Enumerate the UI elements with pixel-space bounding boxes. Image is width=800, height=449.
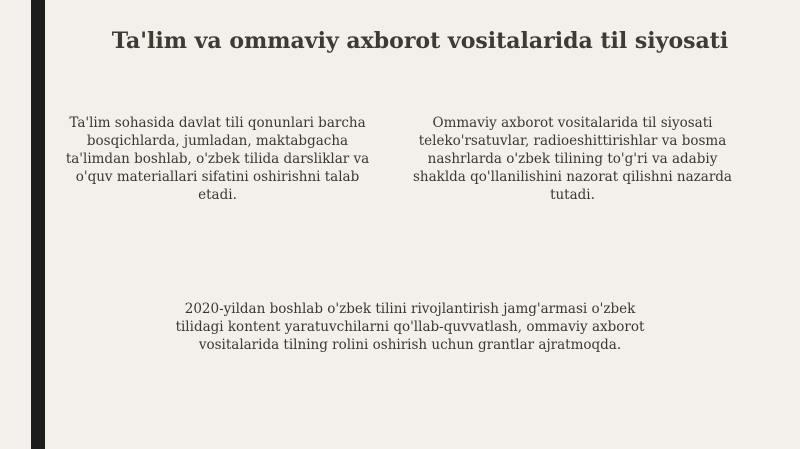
grants-paragraph: 2020-yildan boshlab o'zbek tilini rivojlantirish jamg'armasi o'zbek tilidagi kontent yaratuvchilarni qo'llab-quvvatlash, ommaviy axborot vositalarida tilning rolini oshirish uchun grantlar ajratmoqda. [175,301,645,353]
left-accent-bar [31,0,45,449]
slide-title: Ta'lim va ommaviy axborot vositalarida til siyosati [111,28,729,54]
education-paragraph: Ta'lim sohasida davlat tili qonunlari barcha bosqichlarda, jumladan, maktabgacha ta'limdan boshlab, o'zbek tilida darsliklar va o'quv materiallari sifatini oshirishni talab etadi. [65,115,370,203]
media-paragraph: Ommaviy axborot vositalarida til siyosati teleko'rsatuvlar, radioeshittirishlar va bosma nashrlarda o'zbek tilining to'g'ri va adabiy shaklda qo'llanilishini nazorat qilishni nazarda tutadi. [413,115,732,203]
